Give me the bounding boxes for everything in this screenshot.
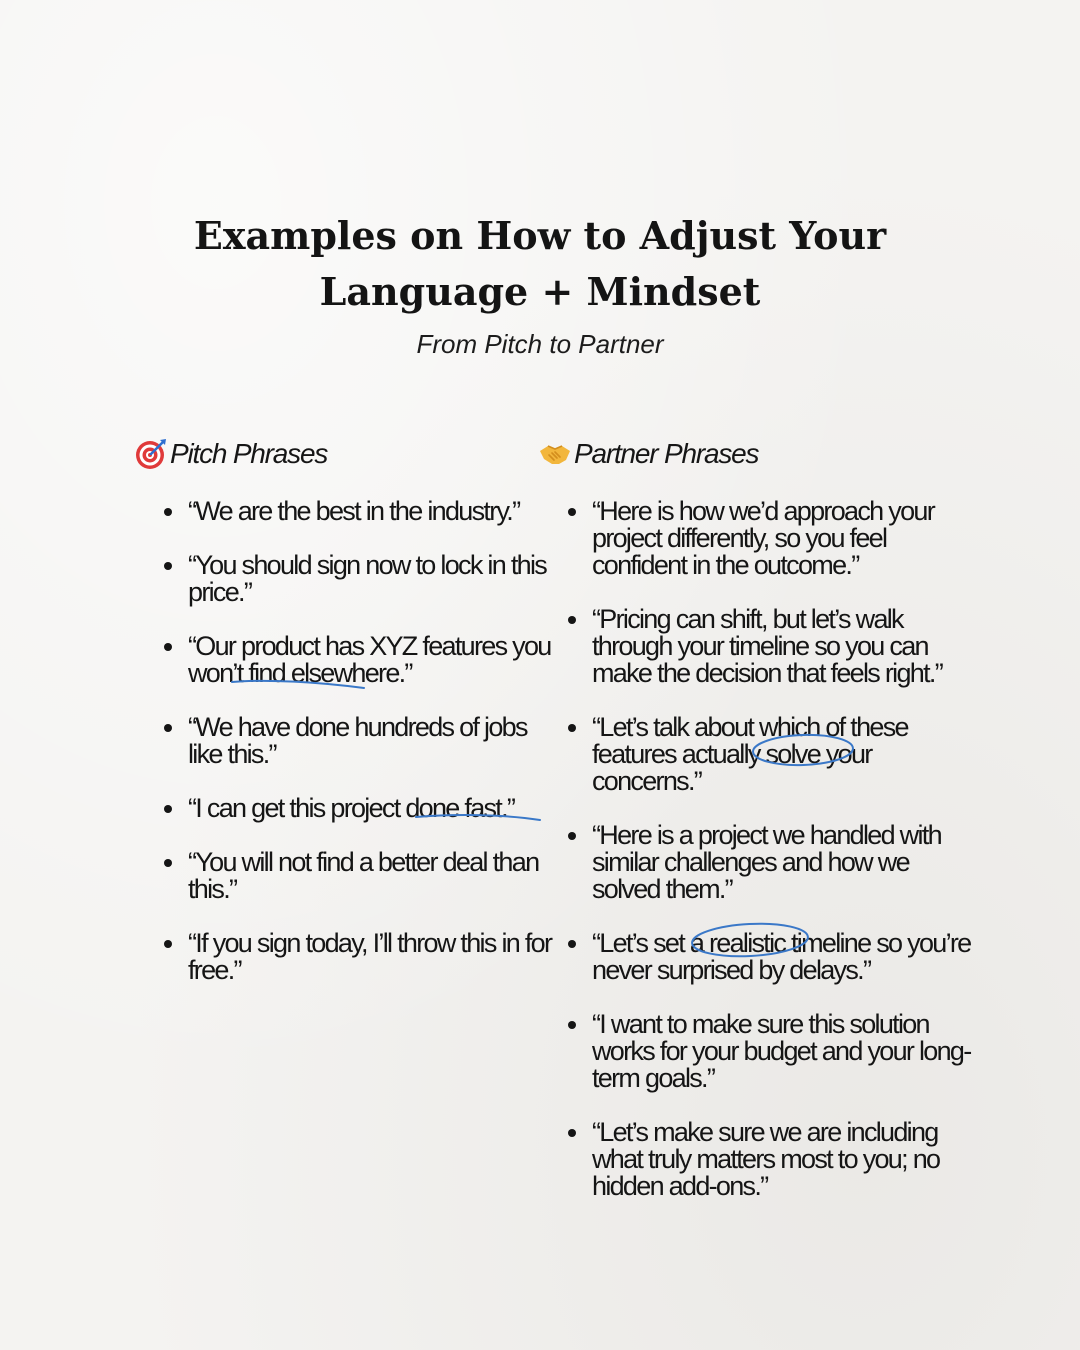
pitch-phrase: “Our product has XYZ features you won’t find elsewhere.”: [134, 633, 554, 687]
pitch-phrase: “You should sign now to lock in this price.”: [134, 552, 554, 606]
partner-phrases-heading-text: Partner Phrases: [574, 438, 759, 469]
pitch-phrases-heading: [134, 432, 554, 476]
partner-phrase: “I want to make sure this solution works for your budget and your long-term goals.”: [538, 1011, 978, 1092]
pitch-phrase: “You will not find a better deal than this.”: [134, 849, 554, 903]
partner-phrase: “Here is how we’d approach your project differently, so you feel confident in the outcome.”: [538, 498, 978, 579]
pitch-phrase: “If you sign today, I’ll throw this in for free.”: [134, 930, 554, 984]
target-icon: [134, 437, 168, 471]
partner-phrases-list: [538, 498, 978, 1200]
pitch-phrases-list: [134, 498, 554, 984]
partner-phrase: “Let’s talk about which of these features actually solve your concerns.”: [538, 714, 978, 795]
title-line-2: Language + Mindset: [319, 269, 761, 314]
handshake-icon: [538, 437, 572, 471]
page-subtitle: From Pitch to Partner: [416, 329, 664, 359]
partner-phrases-heading: [538, 432, 978, 476]
partner-phrase: “Let’s make sure we are including what truly matters most to you; no hidden add-ons.”: [538, 1119, 978, 1200]
partner-phrase: “Here is a project we handled with similar challenges and how we solved them.”: [538, 822, 978, 903]
pitch-phrase: “We are the best in the industry.”: [134, 498, 554, 525]
partner-phrases-column: [538, 432, 978, 1227]
pitch-phrase: “We have done hundreds of jobs like this.”: [134, 714, 554, 768]
pitch-phrases-heading-text: Pitch Phrases: [170, 438, 328, 469]
title-line-1: Examples on How to Adjust Your: [193, 213, 887, 258]
pitch-phrases-column: [134, 432, 554, 1011]
pitch-phrase: “I can get this project done fast.”: [134, 795, 554, 822]
partner-phrase: “Pricing can shift, but let’s walk through your timeline so you can make the decision that feels right.”: [538, 606, 978, 687]
page-title: [0, 208, 1080, 320]
partner-phrase: “Let’s set a realistic timeline so you’re never surprised by delays.”: [538, 930, 978, 984]
